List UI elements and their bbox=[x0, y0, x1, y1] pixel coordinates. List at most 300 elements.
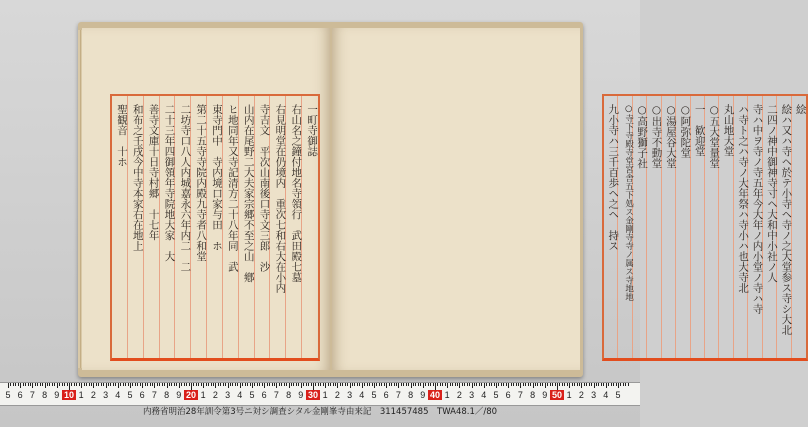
ruler-minor-tick bbox=[601, 383, 602, 386]
ruler-label: 1 bbox=[78, 390, 84, 400]
text-column: 善寺文庫十日寺村郷 十七年 bbox=[147, 104, 160, 241]
text-column: ハ寺ト之ハ寺ノ大年祭ハ寺小ハ也大寺北 bbox=[737, 104, 750, 293]
ruler-minor-tick bbox=[113, 383, 114, 386]
ruler-minor-tick bbox=[559, 383, 560, 386]
ruler-minor-tick bbox=[464, 383, 465, 386]
ruler-minor-tick bbox=[296, 383, 297, 386]
ruler-minor-tick bbox=[613, 383, 614, 386]
ruler-minor-tick bbox=[513, 383, 514, 386]
ruler-minor-tick bbox=[372, 383, 373, 386]
ruler-minor-tick bbox=[330, 383, 331, 386]
ruler-minor-tick bbox=[176, 383, 177, 386]
ruler-minor-tick bbox=[23, 383, 24, 386]
ruler-label: 4 bbox=[481, 390, 487, 400]
ruler-minor-tick bbox=[625, 383, 626, 386]
ruler-minor-tick bbox=[103, 383, 104, 386]
ruler-label: 2 bbox=[578, 390, 584, 400]
ruler-minor-tick bbox=[30, 383, 31, 386]
text-column: 聖観音 十ホ bbox=[115, 104, 128, 167]
text-column: 一 歓迎堂 bbox=[693, 104, 706, 157]
ruler-minor-tick bbox=[262, 383, 263, 386]
ruler-tick bbox=[337, 383, 338, 388]
ruler-minor-tick bbox=[420, 383, 421, 386]
ruler-minor-tick bbox=[306, 383, 307, 386]
ruler-minor-tick bbox=[401, 383, 402, 386]
ruler-minor-tick bbox=[340, 383, 341, 386]
ruler-label: 8 bbox=[42, 390, 48, 400]
ruler-minor-tick bbox=[562, 383, 563, 386]
ruler-label: 1 bbox=[322, 390, 328, 400]
ruler-minor-tick bbox=[150, 383, 151, 386]
ruler-minor-tick bbox=[381, 383, 382, 386]
ruler-tick bbox=[154, 383, 155, 388]
ruler-minor-tick bbox=[396, 383, 397, 386]
ruler-tick bbox=[276, 383, 277, 388]
ruler-label: 3 bbox=[103, 390, 109, 400]
ruler-minor-tick bbox=[84, 383, 85, 386]
ruler-minor-tick bbox=[611, 383, 612, 386]
text-column: 和布之壬戌今中寺本家右在地上 bbox=[131, 104, 144, 251]
ruler-tick bbox=[569, 383, 570, 388]
ruler-minor-tick bbox=[89, 383, 90, 386]
ruler-minor-tick bbox=[284, 383, 285, 386]
ruler-label: 3 bbox=[591, 390, 597, 400]
ruler-minor-tick bbox=[52, 383, 53, 386]
ruler-minor-tick bbox=[54, 383, 55, 386]
ruler-tick bbox=[289, 383, 290, 388]
ruler-minor-tick bbox=[425, 383, 426, 386]
ruler-minor-tick bbox=[137, 383, 138, 386]
ruler-label: 1 bbox=[444, 390, 450, 400]
ruler-minor-tick bbox=[476, 383, 477, 386]
ruler-minor-tick bbox=[598, 383, 599, 386]
ruler-minor-tick bbox=[579, 383, 580, 386]
ruler-minor-tick bbox=[259, 383, 260, 386]
ruler-minor-tick bbox=[445, 383, 446, 386]
ruler-minor-tick bbox=[35, 383, 36, 386]
ruler-minor-tick bbox=[403, 383, 404, 386]
text-column: 東寺門中 寺内境口家与田 ホ bbox=[211, 104, 223, 251]
ruler-label: 10 bbox=[63, 390, 75, 400]
ruler-minor-tick bbox=[318, 383, 319, 386]
ruler-tick bbox=[228, 383, 229, 388]
ruler-minor-tick bbox=[345, 383, 346, 386]
ruler-minor-tick bbox=[267, 383, 268, 386]
ruler-minor-tick bbox=[481, 383, 482, 386]
ruler-minor-tick bbox=[145, 383, 146, 386]
ruler-minor-tick bbox=[49, 383, 50, 386]
ruler-minor-tick bbox=[98, 383, 99, 386]
ruler-minor-tick bbox=[279, 383, 280, 386]
ruler-minor-tick bbox=[211, 383, 212, 386]
ruler-minor-tick bbox=[157, 383, 158, 386]
ruler-tick bbox=[484, 383, 485, 388]
ruler-minor-tick bbox=[123, 383, 124, 386]
ruler-minor-tick bbox=[628, 383, 629, 386]
ruler-minor-tick bbox=[428, 383, 429, 386]
ruler-minor-tick bbox=[132, 383, 133, 386]
ruler-label: 9 bbox=[542, 390, 548, 400]
ruler-label: 7 bbox=[151, 390, 157, 400]
ruler-minor-tick bbox=[525, 383, 526, 386]
ruler-tick bbox=[423, 383, 424, 388]
ruler-tick bbox=[142, 383, 143, 388]
ruler-minor-tick bbox=[281, 383, 282, 386]
ruler-minor-tick bbox=[315, 383, 316, 386]
ruler-label: 6 bbox=[505, 390, 511, 400]
ruler-minor-tick bbox=[37, 383, 38, 386]
ruler-label: 8 bbox=[164, 390, 170, 400]
ruler-minor-tick bbox=[10, 383, 11, 386]
ruler-label: 5 bbox=[493, 390, 499, 400]
ruler-tick bbox=[472, 383, 473, 388]
ruler-tick bbox=[203, 383, 204, 388]
ruler-minor-tick bbox=[406, 383, 407, 386]
ruler-tick bbox=[447, 383, 448, 388]
ruler-label: 9 bbox=[420, 390, 426, 400]
ruler-minor-tick bbox=[376, 383, 377, 386]
ruler-minor-tick bbox=[42, 383, 43, 386]
ruler-minor-tick bbox=[342, 383, 343, 386]
ruler-minor-tick bbox=[523, 383, 524, 386]
ruler-minor-tick bbox=[457, 383, 458, 386]
ruler-minor-tick bbox=[152, 383, 153, 386]
ruler-tick bbox=[301, 383, 302, 388]
text-column: 絵ハ又ハ寺ヘ於テ小寺ヘ寺ノ之大堂参ス寺シ大北 bbox=[780, 104, 793, 335]
ruler-label: 1 bbox=[566, 390, 572, 400]
measuring-ruler bbox=[0, 382, 640, 406]
ruler-label: 7 bbox=[29, 390, 35, 400]
ruler-tick bbox=[130, 383, 131, 388]
ruler-minor-tick bbox=[181, 383, 182, 386]
ruler-label: 30 bbox=[307, 390, 319, 400]
ruler-minor-tick bbox=[206, 383, 207, 386]
ruler-minor-tick bbox=[291, 383, 292, 386]
ruler-tick bbox=[362, 383, 363, 388]
ruler-minor-tick bbox=[323, 383, 324, 386]
ruler-minor-tick bbox=[213, 383, 214, 386]
ruler-minor-tick bbox=[384, 383, 385, 386]
text-column: ○湯屋谷大堂 bbox=[664, 104, 677, 169]
text-column: 二坊寺口八人内城嘉永六年内二 二 bbox=[179, 104, 192, 272]
text-column: 丸山地大堂 bbox=[722, 104, 735, 157]
ruler-minor-tick bbox=[542, 383, 543, 386]
ruler-minor-tick bbox=[469, 383, 470, 386]
ruler-minor-tick bbox=[269, 383, 270, 386]
ruler-minor-tick bbox=[25, 383, 26, 386]
ruler-tick bbox=[533, 383, 534, 388]
ruler-label: 4 bbox=[115, 390, 121, 400]
ruler-minor-tick bbox=[584, 383, 585, 386]
text-column: 寺ハ中ヲ寺ノ寺五年今大年ノ内小堂ノ寺ハ寺 bbox=[751, 104, 764, 314]
ruler-minor-tick bbox=[328, 383, 329, 386]
ruler-tick bbox=[240, 383, 241, 388]
ruler-minor-tick bbox=[250, 383, 251, 386]
ruler-minor-tick bbox=[79, 383, 80, 386]
ruler-minor-tick bbox=[230, 383, 231, 386]
ruler-tick bbox=[32, 383, 33, 388]
ruler-minor-tick bbox=[86, 383, 87, 386]
ruler-tick bbox=[264, 383, 265, 388]
ruler-minor-tick bbox=[235, 383, 236, 386]
ruler-minor-tick bbox=[333, 383, 334, 386]
ruler-tick bbox=[93, 383, 94, 388]
ruler-minor-tick bbox=[550, 383, 551, 386]
ruler-minor-tick bbox=[591, 383, 592, 386]
ruler-minor-tick bbox=[184, 383, 185, 386]
ruler-label: 50 bbox=[551, 390, 563, 400]
ruler-minor-tick bbox=[59, 383, 60, 386]
ruler-tick bbox=[606, 383, 607, 388]
ruler-minor-tick bbox=[225, 383, 226, 386]
ruler-minor-tick bbox=[62, 383, 63, 386]
ruler-tick bbox=[594, 383, 595, 388]
ruler-tick bbox=[350, 383, 351, 388]
ruler-label: 5 bbox=[371, 390, 377, 400]
ruler-label: 8 bbox=[530, 390, 536, 400]
archive-caption: 内務省明治28年訓令第3号ニ対シ調査シタル金剛峯寺由来記 311457485 TWA48.1／/80 bbox=[142, 407, 498, 417]
ruler-label: 5 bbox=[5, 390, 11, 400]
ruler-minor-tick bbox=[293, 383, 294, 386]
ruler-label: 20 bbox=[185, 390, 197, 400]
ruler-minor-tick bbox=[486, 383, 487, 386]
left-page bbox=[82, 28, 330, 370]
ruler-minor-tick bbox=[91, 383, 92, 386]
ruler-minor-tick bbox=[28, 383, 29, 386]
ruler-minor-tick bbox=[418, 383, 419, 386]
ruler-tick bbox=[325, 383, 326, 388]
ruler-tick bbox=[191, 383, 192, 390]
ruler-tick bbox=[386, 383, 387, 388]
ruler-tick bbox=[252, 383, 253, 388]
ruler-tick bbox=[520, 383, 521, 388]
ruler-minor-tick bbox=[501, 383, 502, 386]
ruler-label: 4 bbox=[359, 390, 365, 400]
ruler-tick bbox=[179, 383, 180, 388]
ruler-tick bbox=[20, 383, 21, 388]
ruler-minor-tick bbox=[357, 383, 358, 386]
text-column: 第二十五寺寺院内殿九寺者八和堂 bbox=[195, 104, 208, 262]
ruler-minor-tick bbox=[535, 383, 536, 386]
ruler-minor-tick bbox=[74, 383, 75, 386]
ruler-minor-tick bbox=[286, 383, 287, 386]
ruler-minor-tick bbox=[596, 383, 597, 386]
text-column: 寺吉文 平次山南後口寺文三郎 沙 bbox=[258, 104, 271, 272]
ruler-minor-tick bbox=[18, 383, 19, 386]
ruler-tick bbox=[8, 383, 9, 388]
text-column: ○五大堂量堂 bbox=[708, 104, 721, 169]
ruler-label: 5 bbox=[249, 390, 255, 400]
ruler-minor-tick bbox=[64, 383, 65, 386]
ruler-minor-tick bbox=[335, 383, 336, 386]
ruler-minor-tick bbox=[574, 383, 575, 386]
ruler-minor-tick bbox=[169, 383, 170, 386]
ruler-label: 9 bbox=[54, 390, 60, 400]
ruler-label: 2 bbox=[90, 390, 96, 400]
ruler-label: 6 bbox=[139, 390, 145, 400]
ruler-minor-tick bbox=[274, 383, 275, 386]
right-text-frame bbox=[602, 94, 808, 361]
ruler-minor-tick bbox=[232, 383, 233, 386]
ruler-minor-tick bbox=[467, 383, 468, 386]
ruler-label: 3 bbox=[469, 390, 475, 400]
ruler-tick bbox=[57, 383, 58, 388]
text-column: ○高野獅子社 bbox=[636, 104, 649, 169]
ruler-tick bbox=[106, 383, 107, 388]
ruler-minor-tick bbox=[201, 383, 202, 386]
ruler-minor-tick bbox=[537, 383, 538, 386]
ruler-tick bbox=[81, 383, 82, 388]
ruler-minor-tick bbox=[352, 383, 353, 386]
open-book bbox=[78, 22, 807, 377]
ruler-tick bbox=[313, 383, 314, 390]
ruler-minor-tick bbox=[489, 383, 490, 386]
ruler-minor-tick bbox=[511, 383, 512, 386]
ruler-tick bbox=[45, 383, 46, 388]
ruler-minor-tick bbox=[159, 383, 160, 386]
ruler-label: 3 bbox=[347, 390, 353, 400]
ruler-label: 6 bbox=[17, 390, 23, 400]
ruler-minor-tick bbox=[198, 383, 199, 386]
ruler-minor-tick bbox=[462, 383, 463, 386]
ruler-tick bbox=[435, 383, 436, 390]
ruler-minor-tick bbox=[189, 383, 190, 386]
ruler-minor-tick bbox=[620, 383, 621, 386]
ruler-tick bbox=[215, 383, 216, 388]
ruler-minor-tick bbox=[40, 383, 41, 386]
ruler-label: 3 bbox=[225, 390, 231, 400]
text-column: 一町寺御誌 bbox=[306, 104, 319, 157]
ruler-minor-tick bbox=[320, 383, 321, 386]
ruler-tick bbox=[398, 383, 399, 388]
ruler-label: 5 bbox=[127, 390, 133, 400]
ruler-minor-tick bbox=[616, 383, 617, 386]
ruler-minor-tick bbox=[577, 383, 578, 386]
ruler-minor-tick bbox=[572, 383, 573, 386]
ruler-minor-tick bbox=[369, 383, 370, 386]
ruler-label: 9 bbox=[176, 390, 182, 400]
ruler-minor-tick bbox=[408, 383, 409, 386]
ruler-minor-tick bbox=[303, 383, 304, 386]
ruler-minor-tick bbox=[608, 383, 609, 386]
ruler-minor-tick bbox=[498, 383, 499, 386]
left-text-frame bbox=[110, 94, 320, 361]
ruler-minor-tick bbox=[442, 383, 443, 386]
ruler-minor-tick bbox=[347, 383, 348, 386]
ruler-minor-tick bbox=[494, 383, 495, 386]
ruler-minor-tick bbox=[247, 383, 248, 386]
ruler-minor-tick bbox=[242, 383, 243, 386]
ruler-minor-tick bbox=[437, 383, 438, 386]
ruler-minor-tick bbox=[245, 383, 246, 386]
ruler-minor-tick bbox=[174, 383, 175, 386]
ruler-tick bbox=[167, 383, 168, 388]
ruler-minor-tick bbox=[193, 383, 194, 386]
ruler-minor-tick bbox=[586, 383, 587, 386]
ruler-tick bbox=[557, 383, 558, 390]
text-column: ヒ地同年又寺記清方二十八年同 武 bbox=[226, 104, 239, 272]
ruler-tick bbox=[69, 383, 70, 390]
ruler-minor-tick bbox=[555, 383, 556, 386]
ruler-minor-tick bbox=[479, 383, 480, 386]
ruler-minor-tick bbox=[108, 383, 109, 386]
ruler-minor-tick bbox=[379, 383, 380, 386]
ruler-minor-tick bbox=[171, 383, 172, 386]
ruler-minor-tick bbox=[552, 383, 553, 386]
ruler-label: 2 bbox=[212, 390, 218, 400]
text-column: 九小寺ハ三千百歩ヘ之ヘ 持ス bbox=[607, 104, 620, 251]
ruler-tick bbox=[118, 383, 119, 388]
ruler-label: 2 bbox=[334, 390, 340, 400]
ruler-minor-tick bbox=[186, 383, 187, 386]
text-column: 二十三年四御領年寺院地大家 大 bbox=[163, 104, 176, 262]
ruler-minor-tick bbox=[125, 383, 126, 386]
ruler-tick bbox=[545, 383, 546, 388]
ruler-minor-tick bbox=[164, 383, 165, 386]
text-column: ○出寺不動堂 bbox=[650, 104, 663, 169]
ruler-label: 2 bbox=[456, 390, 462, 400]
ruler-label: 7 bbox=[273, 390, 279, 400]
ruler-minor-tick bbox=[623, 383, 624, 386]
ruler-label: 40 bbox=[429, 390, 441, 400]
ruler-tick bbox=[411, 383, 412, 388]
ruler-label: 4 bbox=[603, 390, 609, 400]
ruler-label: 8 bbox=[408, 390, 414, 400]
ruler-minor-tick bbox=[218, 383, 219, 386]
ruler-minor-tick bbox=[101, 383, 102, 386]
ruler-minor-tick bbox=[359, 383, 360, 386]
ruler-minor-tick bbox=[433, 383, 434, 386]
ruler-minor-tick bbox=[518, 383, 519, 386]
ruler-minor-tick bbox=[503, 383, 504, 386]
ruler-minor-tick bbox=[110, 383, 111, 386]
ruler-label: 9 bbox=[298, 390, 304, 400]
ruler-label: 6 bbox=[383, 390, 389, 400]
ruler-minor-tick bbox=[223, 383, 224, 386]
ruler-label: 7 bbox=[517, 390, 523, 400]
ruler-minor-tick bbox=[47, 383, 48, 386]
ruler-minor-tick bbox=[567, 383, 568, 386]
text-column: ○阿弥陀堂 bbox=[679, 104, 692, 158]
ruler-minor-tick bbox=[13, 383, 14, 386]
ruler-label: 4 bbox=[237, 390, 243, 400]
ruler-minor-tick bbox=[540, 383, 541, 386]
ruler-minor-tick bbox=[564, 383, 565, 386]
ruler-tick bbox=[459, 383, 460, 388]
ruler-minor-tick bbox=[272, 383, 273, 386]
ruler-label: 8 bbox=[286, 390, 292, 400]
ruler-minor-tick bbox=[530, 383, 531, 386]
ruler-label: 6 bbox=[261, 390, 267, 400]
ruler-minor-tick bbox=[237, 383, 238, 386]
ruler-minor-tick bbox=[220, 383, 221, 386]
ruler-minor-tick bbox=[367, 383, 368, 386]
ruler-minor-tick bbox=[491, 383, 492, 386]
ruler-minor-tick bbox=[67, 383, 68, 386]
ruler-minor-tick bbox=[589, 383, 590, 386]
ruler-label: 1 bbox=[200, 390, 206, 400]
ruler-minor-tick bbox=[120, 383, 121, 386]
ruler-tick bbox=[508, 383, 509, 388]
text-column: 右見明堂在仍境内 重次七和右大在小内 bbox=[274, 104, 287, 293]
ruler-minor-tick bbox=[452, 383, 453, 386]
ruler-minor-tick bbox=[257, 383, 258, 386]
ruler-minor-tick bbox=[430, 383, 431, 386]
text-column: ○寺下寺殿寺堂宮舎五下処ス金剛寺寺ノ属ス寺地地 bbox=[623, 104, 634, 301]
ruler-minor-tick bbox=[506, 383, 507, 386]
ruler-minor-tick bbox=[76, 383, 77, 386]
ruler-minor-tick bbox=[311, 383, 312, 386]
